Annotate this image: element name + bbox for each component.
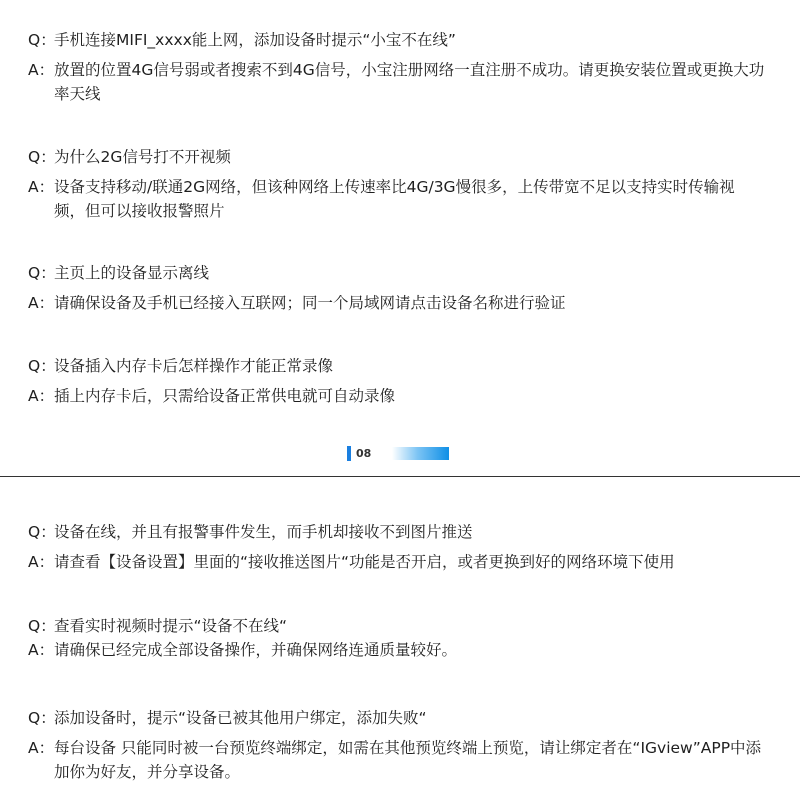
answer-text: 放置的位置4G信号弱或者搜索不到4G信号，小宝注册网络一直注册不成功。请更换安装位置或更换大功率天线 <box>54 61 765 103</box>
answer-label: A： <box>28 178 55 196</box>
question-text: 设备在线，并且有报警事件发生，而手机却接收不到图片推送 <box>54 523 473 541</box>
answer-line <box>0 58 800 106</box>
question-line <box>0 28 800 52</box>
question-label: Q： <box>28 264 56 282</box>
answer-line <box>0 550 800 574</box>
answer-label: A： <box>28 387 55 405</box>
question-line <box>0 261 800 285</box>
question-text: 查看实时视频时提示“设备不在线“ <box>54 617 288 635</box>
answer-text: 插上内存卡后，只需给设备正常供电就可自动录像 <box>54 387 396 405</box>
question-label: Q： <box>28 31 56 49</box>
question-label: Q： <box>28 357 56 375</box>
answer-text: 请查看【设备设置】里面的“接收推送图片“功能是否开启，或者更换到好的网络环境下使用 <box>54 553 675 571</box>
question-label: Q： <box>28 148 56 166</box>
faq-item-5 <box>0 520 800 574</box>
faq-item-4 <box>0 354 800 408</box>
faq-item-1 <box>0 28 800 106</box>
answer-label: A： <box>28 61 55 79</box>
answer-label: A： <box>28 553 55 571</box>
question-text: 主页上的设备显示离线 <box>54 264 210 282</box>
answer-line <box>0 291 800 315</box>
answer-line <box>0 384 800 408</box>
page-number: 08 <box>356 447 372 460</box>
page-gradient-bar <box>392 447 449 460</box>
question-label: Q： <box>28 523 56 541</box>
answer-line <box>0 175 800 223</box>
answer-label: A： <box>28 641 55 659</box>
answer-line <box>0 638 800 662</box>
answer-text: 每台设备 只能同时被一台预览终端绑定，如需在其他预览终端上预览，请让绑定者在“IGview”APP中添加你为好友，并分享设备。 <box>54 739 762 781</box>
question-text: 手机连接MIFI_xxxx能上网，添加设备时提示“小宝不在线” <box>54 31 456 49</box>
answer-text: 设备支持移动/联通2G网络，但该种网络上传速率比4G/3G慢很多，上传带宽不足以支持实时传输视频，但可以接收报警照片 <box>54 178 735 220</box>
faq-item-6 <box>0 614 800 662</box>
question-text: 添加设备时，提示“设备已被其他用户绑定，添加失败“ <box>54 709 427 727</box>
answer-label: A： <box>28 739 55 757</box>
question-line <box>0 614 800 638</box>
page-number-bracket <box>347 446 351 461</box>
answer-text: 请确保已经完成全部设备操作，并确保网络连通质量较好。 <box>54 641 458 659</box>
faq-item-7 <box>0 706 800 784</box>
question-line <box>0 145 800 169</box>
question-line <box>0 520 800 544</box>
faq-item-2 <box>0 145 800 223</box>
page-divider <box>0 476 800 477</box>
page-footer <box>0 443 800 463</box>
question-label: Q： <box>28 617 56 635</box>
question-text: 为什么2G信号打不开视频 <box>54 148 231 166</box>
answer-line <box>0 736 800 784</box>
answer-label: A： <box>28 294 55 312</box>
question-line <box>0 354 800 378</box>
question-line <box>0 706 800 730</box>
question-label: Q： <box>28 709 56 727</box>
faq-item-3 <box>0 261 800 315</box>
question-text: 设备插入内存卡后怎样操作才能正常录像 <box>54 357 334 375</box>
answer-text: 请确保设备及手机已经接入互联网；同一个局域网请点击设备名称进行验证 <box>54 294 566 312</box>
